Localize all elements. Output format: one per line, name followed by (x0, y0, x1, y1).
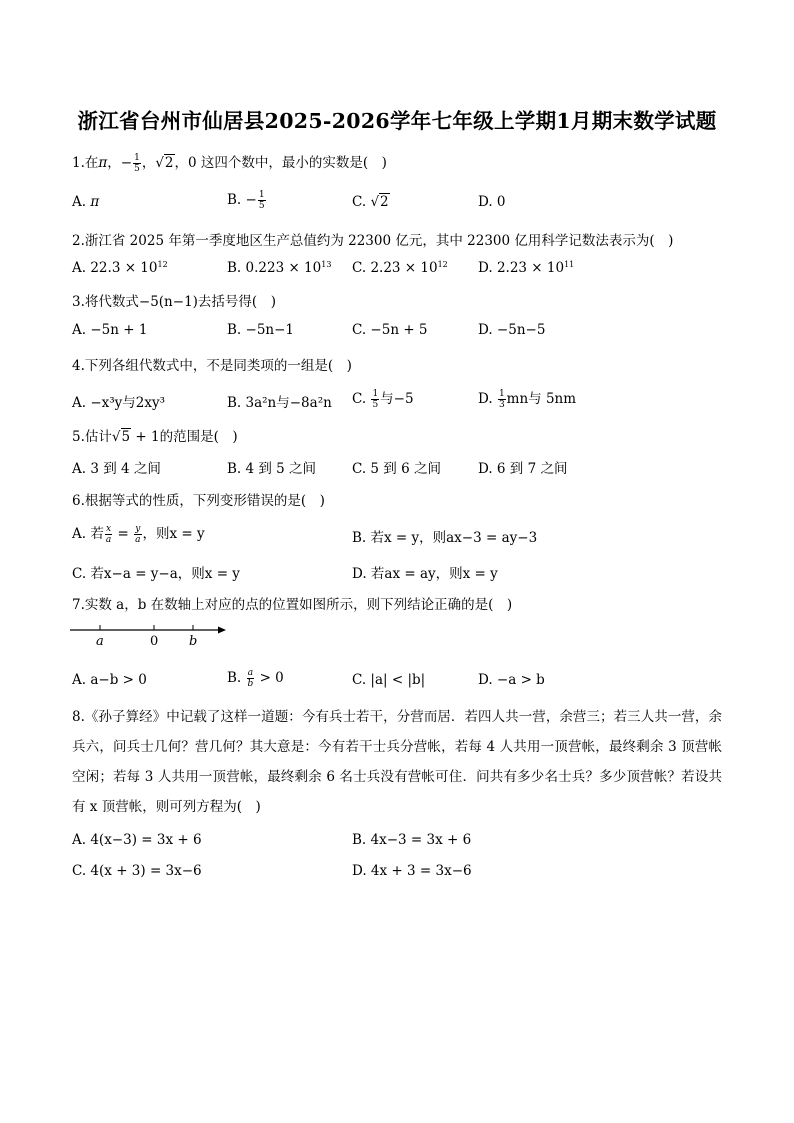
question-7-option-c: C. |a| < |b| (352, 672, 426, 688)
question-4-option-a: A. −x³y与2xy³ (72, 395, 166, 411)
sqrt: √2 (155, 155, 174, 171)
question-7-option-a: A. a−b > 0 (72, 672, 147, 688)
question-4-stem: 4.下列各组代数式中，不是同类项的一组是( ) (72, 358, 352, 374)
question-8-option-c: C. 4(x + 3) = 3x−6 (72, 863, 202, 879)
question-6-option-d: D. 若ax = ay，则x = y (352, 566, 498, 582)
question-3-option-a: A. −5n + 1 (72, 322, 148, 338)
question-3-option-c: C. −5n + 5 (352, 322, 428, 338)
question-7-stem: 7.实数 a，b 在数轴上对应的点的位置如图所示，则下列结论正确的是( ) (72, 597, 513, 613)
question-2-option-b: B. $0.223 \times 10^{13}$ (227, 260, 332, 276)
question-1-option-c: C. √2 (352, 194, 389, 210)
question-5-stem: 5.估计√5 + 1的范围是( ) (72, 429, 238, 445)
question-2-option-d: D. $2.23 \times 10^{11}$ (478, 260, 575, 276)
question-1-option-a: A. π (72, 194, 100, 210)
question-8-stem: 8.《孙子算经》中记载了这样一道题：今有兵士若干，分营而居．若四人共一营，余营三；若三人共一营，余兵六，问兵士几何？营几何？其大意是：今有若干士兵分营帐，若每 4 人共用一顶营帐，最终剩余 3 顶营帐空闲；若每 3 人共用一顶营帐，最终剩余 6 名士兵没有营帐可住．问共有多少名士兵？多少顶营帐？若设共有 x 顶营帐，则可列方程为( ) (72, 709, 722, 815)
question-8-option-d: D. 4x + 3 = 3x−6 (352, 863, 472, 879)
question-2-option-a: A. $22.3 \times 10^{12}$ (72, 260, 168, 276)
question-2-option-c: C. $2.23 \times 10^{12}$ (352, 260, 448, 276)
question-8-option-b: B. 4x−3 = 3x + 6 (352, 832, 472, 848)
question-3-option-b: B. −5n−1 (227, 322, 294, 338)
question-5-option-c: C. 5 到 6 之间 (352, 461, 441, 477)
question-4-option-b: B. 3a²n与−8a²n (227, 395, 332, 411)
question-1-stem: 1.在π，− $\frac{1}{5}$ ，√2，0 这四个数中，最小的实数是( ) (72, 153, 387, 174)
question-5-option-b: B. 4 到 5 之间 (227, 461, 317, 477)
question-2-stem: 2.浙江省 2025 年第一季度地区生产总值约为 22300 亿元，其中 22300 亿用科学记数法表示为( ) (72, 233, 674, 249)
question-4-option-d: D. $\frac{1}{3}$ mn与 5nm (478, 389, 577, 410)
number-line-arrow (218, 627, 226, 634)
question-7-option-b: B. $\frac{a}{b}$ > 0 (227, 668, 284, 689)
label-zero: 0 (150, 634, 159, 649)
question-6-stem: 6.根据等式的性质，下列变形错误的是( ) (72, 493, 325, 509)
question-3-stem: 3.将代数式−5(n−1)去括号得( ) (72, 294, 276, 310)
question-3-option-d: D. −5n−5 (478, 322, 546, 338)
label-b: b (189, 634, 198, 649)
page-title: 浙江省台州市仙居县2025-2026学年七年级上学期1月期末数学试题 (77, 109, 717, 133)
question-6-option-a: A. 若 $\frac{x}{a}$ = $\frac{y}{a}$ ，则x = y (72, 524, 205, 545)
question-5-option-a: A. 3 到 4 之间 (72, 461, 161, 477)
question-7-option-d: D. −a > b (478, 672, 545, 688)
question-1-option-d: D. 0 (478, 194, 506, 210)
question-1-option-b: B. − $\frac{1}{5}$ (227, 190, 265, 211)
question-6-option-b: B. 若x = y，则ax−3 = ay−3 (352, 530, 538, 546)
question-4-option-c: C. $\frac{1}{5}$ 与−5 (352, 389, 414, 410)
question-8-option-a: A. 4(x−3) = 3x + 6 (72, 832, 202, 848)
fraction: $\frac{1}{5}$ (134, 153, 140, 174)
question-6-option-c: C. 若x−a = y−a，则x = y (72, 566, 240, 582)
number-line (68, 618, 238, 650)
label-a: a (96, 634, 104, 649)
question-5-option-d: D. 6 到 7 之间 (478, 461, 568, 477)
